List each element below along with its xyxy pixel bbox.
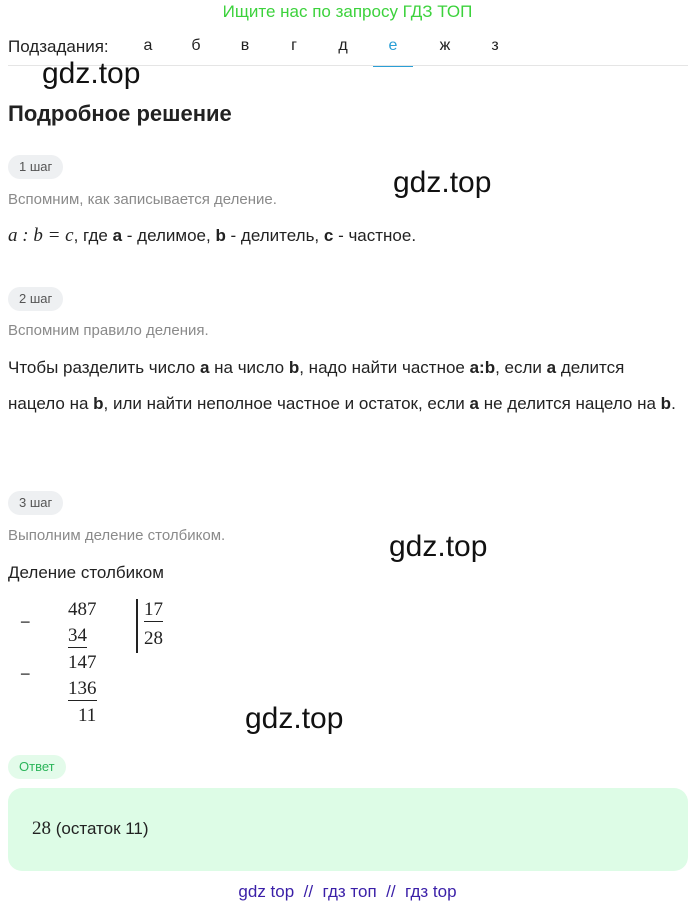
long-division — [8, 596, 208, 731]
answer-badge: Ответ — [8, 755, 66, 779]
subtask-tab-b[interactable]: б — [191, 37, 201, 54]
subtask-tab-d[interactable]: д — [338, 37, 348, 54]
subtask-tab-v[interactable]: в — [240, 37, 250, 54]
watermark: gdz.top — [393, 166, 492, 199]
subtask-tab-z[interactable]: з — [491, 37, 499, 54]
footer-link[interactable]: гдз top — [405, 882, 457, 901]
subtasks-label: Подзадания: — [8, 37, 109, 56]
step-text: Чтобы разделить число a на число b, надо найти частное a:b, если a делится нацело на b, или найти неполное частное и остаток, если a не делится нацело на b. — [8, 358, 676, 413]
quotient: 28 — [144, 628, 163, 649]
footer-link[interactable]: гдз топ — [322, 882, 377, 901]
footer-link[interactable]: gdz top — [238, 882, 295, 901]
footer-separator: // — [386, 882, 396, 901]
answer-text — [32, 818, 149, 840]
minus-sign: − — [20, 664, 31, 684]
watermark: gdz.top — [245, 702, 344, 735]
division-bar — [136, 599, 138, 653]
step-text: a : b = c, где a - делимое, b - делитель, c - частное. — [8, 225, 417, 246]
remainder: 11 — [78, 705, 97, 726]
footer-links — [0, 882, 695, 902]
partial-dividend: 147 — [68, 652, 97, 673]
page-title: Подробное решение — [8, 101, 232, 126]
step-badge: 3 шаг — [8, 491, 63, 515]
subtrahend: 34 — [68, 625, 87, 646]
step-badge: 1 шаг — [8, 155, 63, 179]
subtrahend: 136 — [68, 678, 97, 699]
step-hint: Выполним деление столбиком. — [8, 527, 226, 544]
subtask-tab-a[interactable]: а — [143, 37, 153, 54]
divisor: 17 — [144, 599, 163, 620]
answer-note: (остаток 11) — [55, 819, 149, 838]
step-badge: 2 шаг — [8, 287, 63, 311]
watermark: gdz.top — [389, 530, 488, 563]
subtask-tab-zh[interactable]: ж — [439, 37, 451, 54]
subtask-tab-g[interactable]: г — [291, 37, 297, 54]
division-formula: a : b = c — [8, 225, 74, 246]
step-hint: Вспомним правило деления. — [8, 322, 209, 339]
subtask-tab-e[interactable]: е — [373, 36, 413, 67]
step-heading: Деление столбиком — [8, 563, 164, 582]
step-hint: Вспомним, как записывается деление. — [8, 191, 277, 208]
dividend: 487 — [68, 599, 97, 620]
footer-separator: // — [303, 882, 314, 901]
promo-banner[interactable]: Ищите нас по запросу ГДЗ ТОП — [222, 2, 473, 21]
answer-value: 28 — [32, 818, 51, 839]
watermark: gdz.top — [42, 57, 141, 90]
minus-sign: − — [20, 612, 31, 632]
